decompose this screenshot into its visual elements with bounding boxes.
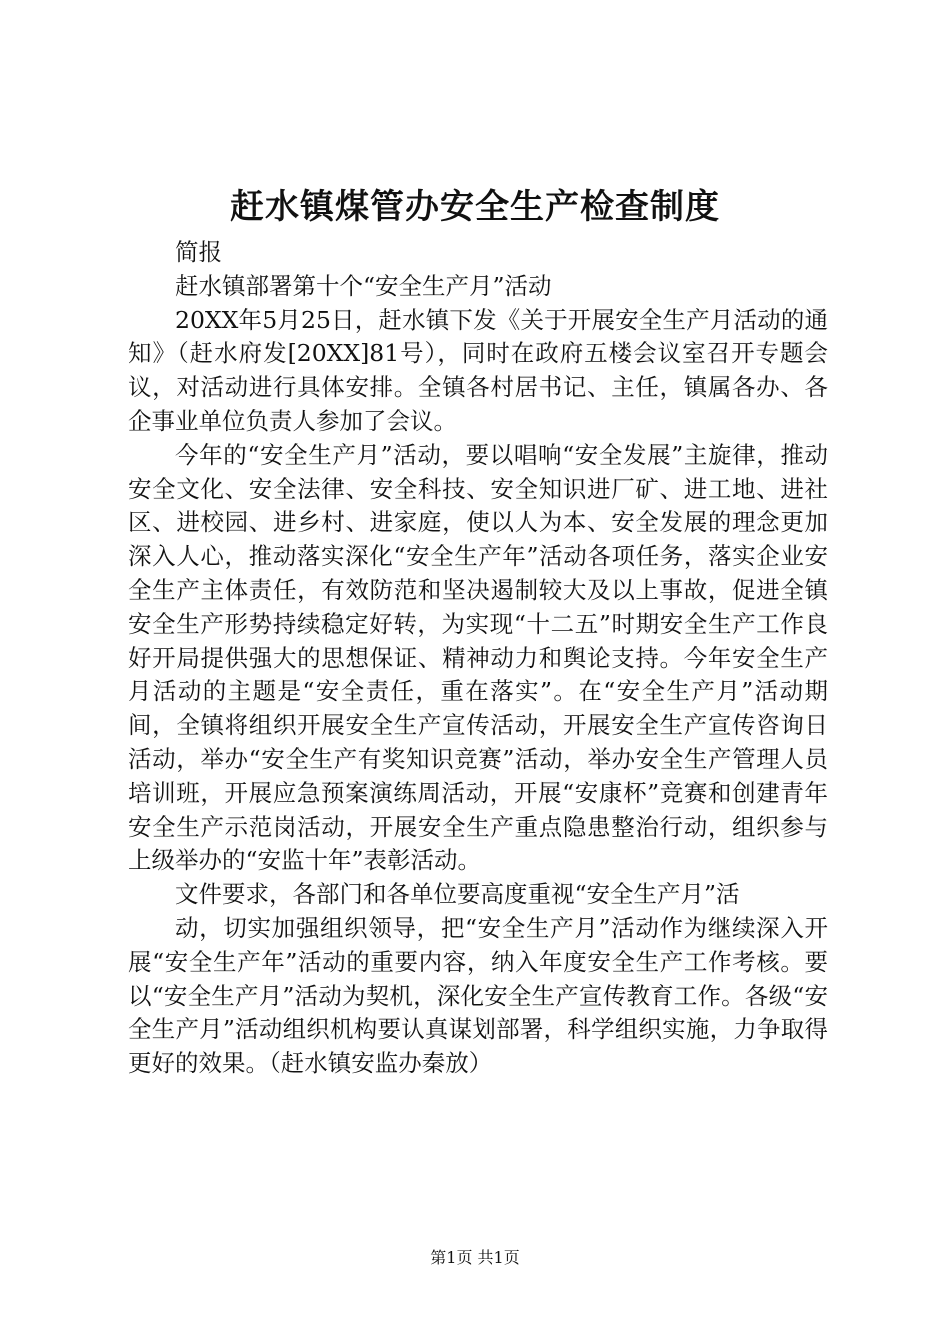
paragraph-requirements-continued: 动，切实加强组织领导，把“安全生产月”活动作为继续深入开展“安全生产年”活动的重要内容，纳入年度安全生产工作考核。要以“安全生产月”活动为契机，深化安全生产宣传教育工作。各级“安全生产月”活动组织机构要认真谋划部署，科学组织实施，力争取得更好的效果。（赶水镇安监办秦放）	[128, 913, 828, 1078]
document-body	[128, 236, 828, 1081]
paragraph-headline: 赶水镇部署第十个“安全生产月”活动	[175, 271, 552, 300]
paragraph-label-brief: 简报	[175, 238, 222, 266]
paragraph-notice: 20XX年5月25日，赶水镇下发《关于开展安全生产月活动的通知》（赶水府发[20XX]81号），同时在政府五楼会议室召开专题会议，对活动进行具体安排。全镇各村居书记、主任，镇属各办、各企事业单位负责人参加了会议。	[128, 305, 828, 435]
document-title: 赶水镇煤管办安全生产检查制度	[230, 187, 720, 227]
paragraph-requirements: 文件要求，各部门和各单位要高度重视“安全生产月”活	[175, 880, 740, 909]
page-footer: 第1页 共1页	[430, 1248, 520, 1267]
paragraph-activity: 今年的“安全生产月”活动，要以唱响“安全发展”主旋律，推动安全文化、安全法律、安全科技、安全知识进厂矿、进工地、进社区、进校园、进乡村、进家庭，使以人为本、安全发展的理念更加深入人心，推动落实深化“安全生产年”活动各项任务，落实企业安全生产主体责任，有效防范和坚决遏制较大及以上事故，促进全镇安全生产形势持续稳定好转，为实现“十二五”时期安全生产工作良好开局提供强大的思想保证、精神动力和舆论支持。今年安全生产月活动的主题是“安全责任，重在落实”。在“安全生产月”活动期间，全镇将组织开展安全生产宣传活动，开展安全生产宣传咨询日活动，举办“安全生产有奖知识竞赛”活动，举办安全生产管理人员培训班，开展应急预案演练周活动，开展“安康杯”竞赛和创建青年安全生产示范岗活动，开展安全生产重点隐患整治行动，组织参与上级举办的“安监十年”表彰活动。	[128, 440, 828, 875]
